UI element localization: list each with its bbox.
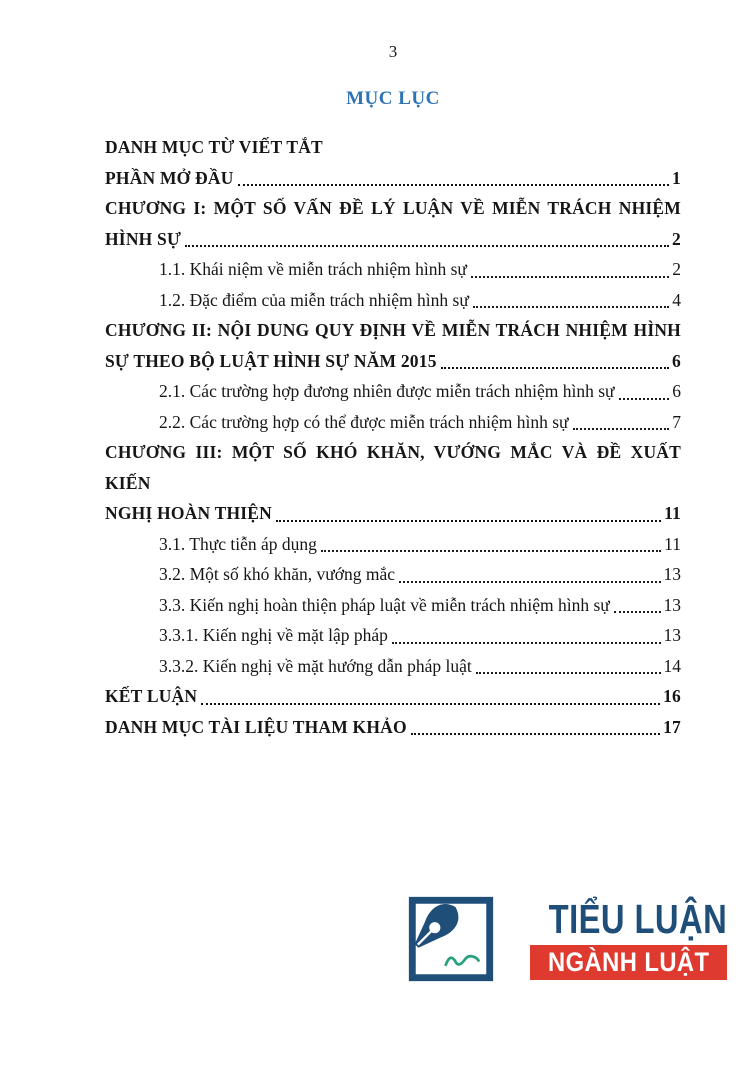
- pen-nib-icon: [408, 896, 494, 982]
- toc-page-number: 13: [663, 625, 681, 645]
- brand-text: [504, 896, 727, 980]
- toc-entry-text: 1.1. Khái niệm về miễn trách nhiệm hình sự: [159, 259, 467, 279]
- toc-entry-text: 3.3.1. Kiến nghị về mặt lập pháp: [159, 625, 388, 645]
- brand-subtitle-badge: [530, 945, 727, 980]
- toc-leader-dots: [619, 398, 670, 400]
- toc-entry: [105, 590, 681, 621]
- toc-page-number: 4: [672, 289, 681, 310]
- toc-entry: [105, 132, 681, 163]
- toc-entry-text: 3.1. Thực tiễn áp dụng: [159, 533, 317, 554]
- toc-page-number: 6: [672, 350, 681, 371]
- toc-entry: [105, 224, 681, 255]
- toc-leader-dots: [411, 733, 660, 735]
- toc-leader-dots: [476, 672, 661, 674]
- toc-page-number: 11: [664, 533, 681, 554]
- toc-entry-text: 3.3. Kiến nghị hoàn thiện pháp luật về miễn trách nhiệm hình sự: [159, 594, 610, 615]
- toc-page-number: 1: [672, 167, 681, 188]
- toc-entry-text: DANH MỤC TÀI LIỆU THAM KHẢO: [105, 716, 407, 737]
- toc-entry-text: 1.2. Đặc điểm của miễn trách nhiệm hình sự: [159, 289, 469, 310]
- toc-entry-text: SỰ THEO BỘ LUẬT HÌNH SỰ NĂM 2015: [105, 350, 437, 371]
- toc-entry-text: KẾT LUẬN: [105, 686, 198, 706]
- toc-leader-dots: [321, 550, 661, 552]
- toc-page-number: 2: [672, 228, 681, 249]
- toc-leader-dots: [614, 611, 661, 613]
- toc-page-number: 6: [672, 381, 681, 401]
- toc-entry: [105, 407, 681, 438]
- toc-entry: [105, 681, 681, 712]
- toc-page-number: 2: [672, 259, 681, 279]
- toc-list: [105, 132, 681, 742]
- toc-entry: [105, 163, 681, 194]
- toc-entry-text: 3.3.2. Kiến nghị về mặt hướng dẫn pháp luật: [159, 655, 472, 676]
- toc-page-number: 11: [664, 503, 681, 523]
- toc-entry: [105, 193, 681, 224]
- toc-entry-text: HÌNH SỰ: [105, 228, 182, 249]
- toc-page-number: 13: [663, 564, 681, 584]
- brand-title: TIỂU LUẬN: [548, 896, 728, 942]
- toc-leader-dots: [238, 184, 669, 186]
- toc-title: MỤC LỤC: [346, 88, 440, 109]
- toc-page-number: 16: [663, 686, 681, 706]
- toc-entry: [105, 346, 681, 377]
- toc-page-number: 14: [663, 655, 681, 676]
- toc-entry: [105, 376, 681, 407]
- brand-logo: [408, 896, 727, 982]
- toc-entry-text: CHƯƠNG I: MỘT SỐ VẤN ĐỀ LÝ LUẬN VỀ MIỄN TRÁCH NHIỆM: [105, 198, 681, 218]
- toc-entry: [105, 712, 681, 743]
- toc-entry-text: 2.1. Các trường hợp đương nhiên được miễn trách nhiệm hình sự: [159, 381, 615, 401]
- toc-entry: [105, 285, 681, 316]
- toc-leader-dots: [573, 428, 670, 430]
- toc-entry-text: NGHỊ HOÀN THIỆN: [105, 503, 273, 523]
- toc-page-number: 17: [663, 716, 681, 737]
- toc-leader-dots: [201, 703, 660, 705]
- toc-entry: [105, 620, 681, 651]
- toc-entry: [105, 498, 681, 529]
- toc-entry-text: 3.2. Một số khó khăn, vướng mắc: [159, 564, 396, 584]
- toc-leader-dots: [399, 581, 660, 583]
- toc-entry: [105, 529, 681, 560]
- toc-entry-text: 2.2. Các trường hợp có thể được miễn trách nhiệm hình sự: [159, 411, 569, 432]
- page-number: 3: [388, 42, 398, 61]
- toc-leader-dots: [276, 520, 661, 522]
- toc-entry-text: CHƯƠNG III: MỘT SỐ KHÓ KHĂN, VƯỚNG MẮC VÀ ĐỀ XUẤT KIẾN: [105, 442, 681, 493]
- toc-leader-dots: [473, 306, 669, 308]
- toc-entry: [105, 559, 681, 590]
- toc-entry: [105, 437, 681, 498]
- toc-entry-text: CHƯƠNG II: NỘI DUNG QUY ĐỊNH VỀ MIỄN TRÁCH NHIỆM HÌNH: [105, 320, 681, 340]
- toc-leader-dots: [185, 245, 669, 247]
- toc-leader-dots: [441, 367, 669, 369]
- toc-leader-dots: [392, 642, 661, 644]
- toc-entry: [105, 254, 681, 285]
- brand-subtitle: NGÀNH LUẬT: [547, 947, 710, 977]
- toc-entry-text: DANH MỤC TỪ VIẾT TẮT: [105, 137, 323, 157]
- toc-entry: [105, 651, 681, 682]
- toc-page-number: 13: [663, 594, 681, 615]
- toc-entry-text: PHẦN MỞ ĐẦU: [105, 167, 234, 188]
- toc-leader-dots: [471, 276, 669, 278]
- toc-entry: [105, 315, 681, 346]
- toc-page-number: 7: [672, 411, 681, 432]
